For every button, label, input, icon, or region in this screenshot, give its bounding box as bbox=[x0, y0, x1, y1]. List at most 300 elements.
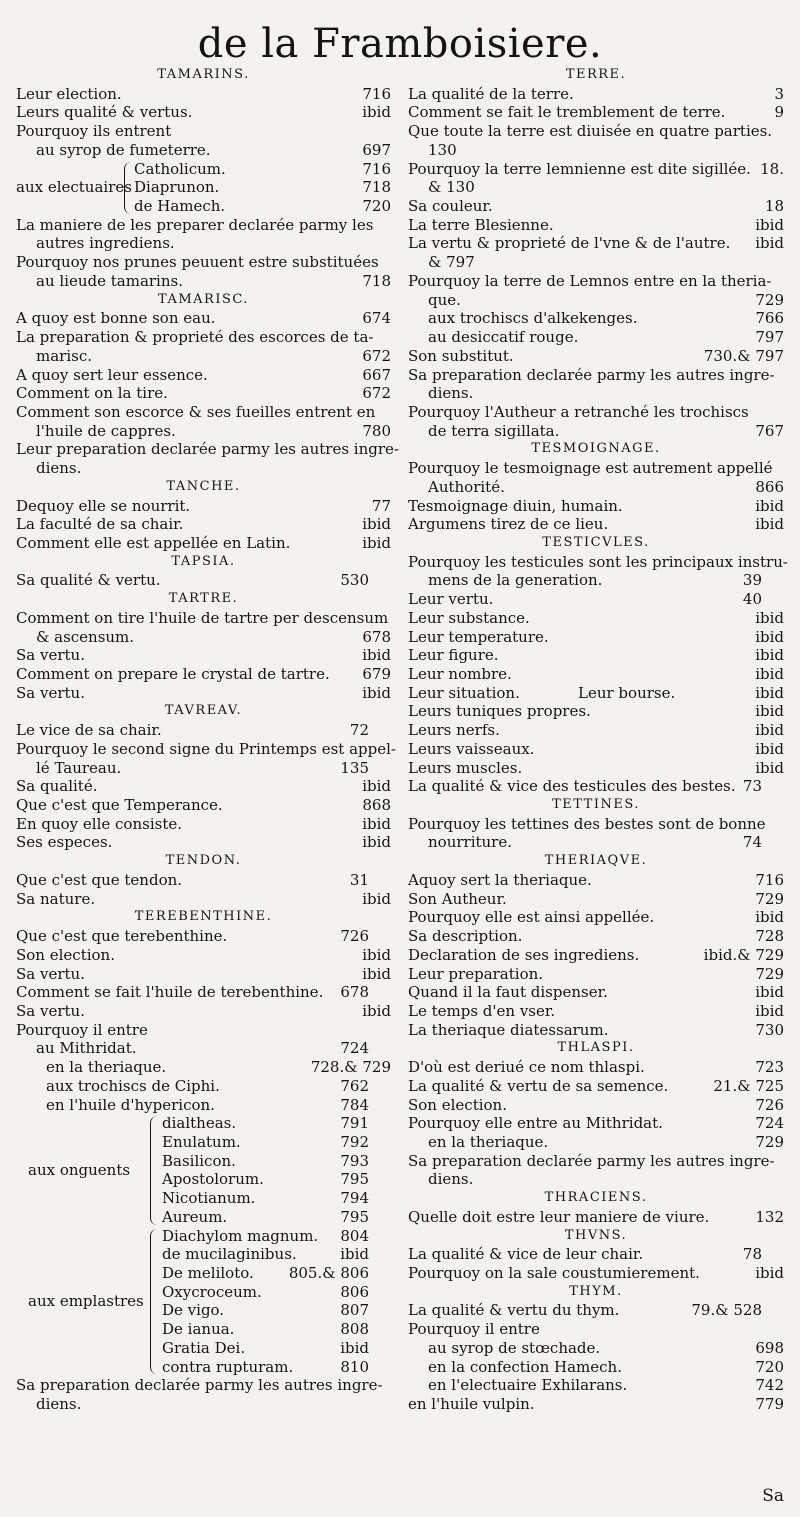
catchword: Sa bbox=[762, 1486, 784, 1506]
page-ref: 718 bbox=[362, 271, 391, 290]
entry-text: Sa vertu. bbox=[16, 964, 85, 983]
index-entry bbox=[408, 946, 784, 965]
index-entry bbox=[408, 965, 784, 984]
index-heading bbox=[408, 66, 784, 85]
heading-text: TAVREAV. bbox=[164, 703, 243, 719]
entry-text: A quoy est bonne son eau. bbox=[16, 309, 216, 328]
index-entry bbox=[16, 1339, 391, 1358]
page-ref: ibid bbox=[362, 646, 391, 665]
entry-text: Leur preparation declarée parmy les autres ingre- bbox=[16, 440, 399, 459]
page-ref: 730 bbox=[755, 1020, 784, 1039]
page-ref: ibid bbox=[755, 627, 784, 646]
index-entry bbox=[408, 234, 784, 253]
entry-text: Catholicum. bbox=[134, 159, 226, 178]
page-ref: ibid bbox=[755, 496, 784, 515]
heading-text: THERIAQVE. bbox=[544, 853, 648, 869]
index-column-left bbox=[16, 66, 399, 1414]
page-ref: 698 bbox=[755, 1338, 784, 1357]
index-entry bbox=[16, 141, 391, 160]
entry-text: mens de la generation. bbox=[428, 571, 603, 590]
page-ref: 767 bbox=[755, 421, 784, 440]
index-heading bbox=[16, 478, 391, 497]
page-ref: 18. bbox=[760, 159, 784, 178]
index-entry bbox=[408, 628, 784, 647]
entry-text: au syrop de fumeterre. bbox=[36, 140, 211, 159]
index-entry bbox=[408, 85, 784, 104]
index-entry bbox=[16, 890, 391, 909]
entry-text: Comment on la tire. bbox=[16, 384, 168, 403]
page-ref: 667 bbox=[362, 365, 391, 384]
page-ref: 3 bbox=[774, 84, 784, 103]
page-ref: 728 bbox=[755, 927, 784, 946]
index-heading bbox=[16, 590, 391, 609]
page-ref: 674 bbox=[362, 309, 391, 328]
entry-text: & 797 bbox=[428, 253, 475, 272]
entry-text: Pourquoy il entre bbox=[408, 1320, 540, 1339]
index-entry bbox=[16, 103, 391, 122]
index-entry bbox=[16, 1021, 391, 1040]
entry-text: l'huile de cappres. bbox=[36, 421, 176, 440]
index-entry bbox=[408, 571, 784, 590]
entry-text: Que toute la terre est diuisée en quatre parties. bbox=[408, 122, 773, 141]
page-ref: ibid bbox=[362, 814, 391, 833]
entry-text: de terra sigillata. bbox=[428, 421, 560, 440]
entry-subtext: Leur bourse. bbox=[578, 683, 676, 702]
page-ref: 730.& 797 bbox=[703, 346, 784, 365]
index-entry bbox=[408, 141, 784, 160]
page-ref: ibid bbox=[755, 234, 784, 253]
index-entry bbox=[408, 1058, 784, 1077]
page-ref: 726 bbox=[340, 927, 369, 946]
page-ref: 794 bbox=[340, 1189, 369, 1208]
entry-text: Sa preparation declarée parmy les autres ingre- bbox=[408, 1151, 775, 1170]
entry-text: La qualité & vice de leur chair. bbox=[408, 1245, 644, 1264]
page-ref: 766 bbox=[755, 309, 784, 328]
index-entry bbox=[16, 927, 391, 946]
entry-text: Dequoy elle se nourrit. bbox=[16, 496, 191, 515]
index-entry bbox=[16, 609, 391, 628]
index-entry bbox=[16, 422, 391, 441]
index-entry bbox=[408, 721, 784, 740]
entry-text: Sa vertu. bbox=[16, 683, 85, 702]
page-ref: 724 bbox=[755, 1114, 784, 1133]
index-entry bbox=[16, 403, 391, 422]
entry-text: Leur nombre. bbox=[408, 665, 512, 683]
index-entry bbox=[16, 497, 391, 516]
entry-text: A quoy sert leur essence. bbox=[16, 365, 208, 384]
page-ref: ibid bbox=[755, 1001, 784, 1020]
index-entry bbox=[408, 684, 784, 703]
entry-text: De ianua. bbox=[162, 1320, 235, 1339]
entry-text: Le vice de sa chair. bbox=[16, 721, 162, 740]
curly-brace bbox=[150, 1116, 157, 1224]
page-ref: 716 bbox=[755, 870, 784, 889]
entry-text: De meliloto. bbox=[162, 1264, 254, 1282]
page-ref: 679 bbox=[362, 665, 391, 683]
page-ref: 720 bbox=[362, 197, 391, 216]
entry-text: Pourquoy les testicules sont les principaux instru- bbox=[408, 552, 788, 571]
entry-text: aux trochiscs de Ciphi. bbox=[46, 1076, 220, 1095]
entry-text: Pourquoy il entre bbox=[16, 1020, 148, 1039]
index-entry bbox=[408, 983, 784, 1002]
index-entry bbox=[408, 422, 784, 441]
index-entry bbox=[16, 234, 391, 253]
index-entry bbox=[16, 684, 391, 703]
entry-text: Quelle doit estre leur maniere de viure. bbox=[408, 1207, 710, 1226]
index-heading bbox=[408, 534, 784, 553]
index-entry bbox=[408, 216, 784, 235]
entry-text: La preparation & proprieté des escorces de ta- bbox=[16, 328, 374, 347]
index-entry bbox=[16, 815, 391, 834]
entry-text: Gratia Dei. bbox=[162, 1338, 246, 1357]
index-entry bbox=[16, 1208, 391, 1227]
page-ref: ibid bbox=[362, 533, 391, 552]
index-entry bbox=[16, 1227, 391, 1246]
entry-text: Quand il la faut dispenser. bbox=[408, 983, 608, 1002]
page-ref: ibid bbox=[755, 739, 784, 758]
index-entry bbox=[408, 1376, 784, 1395]
index-entry bbox=[16, 628, 391, 647]
index-entry bbox=[16, 1114, 391, 1133]
entry-text: Pourquoy le tesmoignage est autrement appellé bbox=[408, 459, 773, 478]
heading-text: TERRE. bbox=[565, 67, 627, 82]
index-entry bbox=[408, 908, 784, 927]
page-ref: 723 bbox=[755, 1058, 784, 1077]
heading-text: THLASPI. bbox=[557, 1040, 635, 1056]
entry-text: Sa vertu. bbox=[16, 1001, 85, 1020]
entry-text: Leur substance. bbox=[408, 608, 530, 627]
index-heading bbox=[408, 1283, 784, 1302]
page-ref: ibid bbox=[362, 777, 391, 796]
entry-text: Declaration de ses ingrediens. bbox=[408, 945, 640, 964]
entry-text: Nicotianum. bbox=[162, 1189, 256, 1208]
index-entry bbox=[16, 1189, 391, 1208]
page-ref: 39 bbox=[742, 571, 762, 590]
page-ref: ibid bbox=[755, 983, 784, 1002]
index-entry bbox=[408, 609, 784, 628]
index-entry bbox=[16, 1245, 391, 1264]
index-entry bbox=[408, 759, 784, 778]
page-ref: 73 bbox=[742, 777, 762, 796]
index-entry bbox=[408, 871, 784, 890]
index-entry bbox=[16, 1077, 391, 1096]
page-ref: ibid bbox=[362, 1001, 391, 1020]
page-ref: 810 bbox=[340, 1357, 369, 1376]
index-entry bbox=[16, 721, 391, 740]
curly-brace bbox=[150, 1229, 157, 1375]
page-ref: 724 bbox=[340, 1039, 369, 1058]
page-ref: 79.& 528 bbox=[691, 1301, 762, 1320]
heading-text: TANCHE. bbox=[166, 478, 241, 494]
index-entry bbox=[408, 478, 784, 497]
entry-text: Comment se fait l'huile de terebenthine. bbox=[16, 983, 324, 1002]
index-entry bbox=[408, 833, 784, 852]
page-ref: ibid.& 729 bbox=[703, 945, 784, 964]
index-heading bbox=[16, 852, 391, 871]
index-entry bbox=[16, 1376, 391, 1395]
index-entry bbox=[408, 1002, 784, 1021]
index-entry bbox=[16, 759, 391, 778]
entry-text: Que c'est que Temperance. bbox=[16, 796, 223, 815]
index-entry bbox=[16, 122, 391, 141]
index-entry bbox=[408, 740, 784, 759]
index-entry bbox=[408, 890, 784, 909]
heading-text: THYM. bbox=[569, 1283, 623, 1299]
index-entry bbox=[408, 1395, 784, 1414]
index-entry bbox=[408, 1096, 784, 1115]
entry-text: Tesmoignage diuin, humain. bbox=[408, 496, 623, 515]
entry-text: Son election. bbox=[16, 945, 115, 964]
entry-text: dialtheas. bbox=[162, 1114, 237, 1133]
index-entry bbox=[16, 216, 391, 235]
entry-text: diens. bbox=[428, 384, 474, 403]
page-ref: 795 bbox=[340, 1170, 369, 1189]
entry-text: La vertu & proprieté de l'vne & de l'autre. bbox=[408, 234, 731, 253]
index-entry bbox=[408, 1133, 784, 1152]
page-ref: 729 bbox=[755, 889, 784, 908]
page-ref: 791 bbox=[340, 1114, 369, 1133]
index-entry bbox=[408, 1358, 784, 1377]
index-column-right bbox=[408, 66, 788, 1414]
page-ref: 132 bbox=[755, 1207, 784, 1226]
entry-text: Apostolorum. bbox=[162, 1170, 264, 1189]
entry-text: de Hamech. bbox=[134, 197, 226, 216]
page-ref: 31 bbox=[349, 870, 369, 889]
index-heading bbox=[408, 440, 784, 459]
index-entry bbox=[16, 1096, 391, 1115]
entry-text: Pourquoy la terre lemnienne est dite sigillée. bbox=[408, 159, 751, 178]
entry-text: autres ingrediens. bbox=[36, 234, 175, 253]
index-entry bbox=[16, 796, 391, 815]
brace-group-label: aux electuaires bbox=[16, 178, 132, 197]
entry-text: que. bbox=[428, 290, 461, 309]
entry-text: Le temps d'en vser. bbox=[408, 1001, 556, 1020]
entry-text: Sa preparation declarée parmy les autres ingre- bbox=[408, 365, 775, 384]
entry-text: Pourquoy le second signe du Printemps est appel- bbox=[16, 739, 396, 758]
page-ref: 793 bbox=[340, 1151, 369, 1170]
entry-text: Diachylom magnum. bbox=[162, 1226, 319, 1245]
entry-text: D'où est deriué ce nom thlaspi. bbox=[408, 1058, 645, 1077]
index-entry bbox=[16, 366, 391, 385]
page-ref: ibid bbox=[362, 964, 391, 983]
entry-text: Pourquoy elle est ainsi appellée. bbox=[408, 908, 655, 927]
brace-group-label: aux onguents bbox=[28, 1161, 131, 1180]
page-ref: 672 bbox=[362, 346, 391, 365]
page-ref: 866 bbox=[755, 477, 784, 496]
entry-text: en la theriaque. bbox=[46, 1058, 167, 1077]
index-entry bbox=[16, 965, 391, 984]
index-entry bbox=[16, 272, 391, 291]
heading-text: TAMARISC. bbox=[158, 291, 249, 307]
index-entry bbox=[408, 515, 784, 534]
index-heading bbox=[16, 553, 391, 572]
page-ref: 716 bbox=[362, 159, 391, 178]
page-ref: 726 bbox=[755, 1095, 784, 1114]
index-entry bbox=[408, 1021, 784, 1040]
page-ref: ibid bbox=[362, 889, 391, 908]
index-entry bbox=[408, 1264, 784, 1283]
entry-text: Leur figure. bbox=[408, 646, 499, 665]
page-ref: 780 bbox=[362, 421, 391, 440]
page-ref: ibid bbox=[755, 683, 784, 702]
index-entry bbox=[408, 197, 784, 216]
heading-text: TARTRE. bbox=[168, 591, 239, 607]
page-ref: ibid bbox=[362, 515, 391, 534]
index-entry bbox=[16, 1358, 391, 1377]
page-ref: 729 bbox=[755, 290, 784, 309]
index-entry bbox=[408, 122, 784, 141]
curly-brace bbox=[124, 162, 131, 214]
page-title: de la Framboisiere. bbox=[197, 21, 603, 67]
entry-text: diens. bbox=[36, 459, 82, 478]
page-ref: 678 bbox=[362, 627, 391, 646]
entry-text: Leur vertu. bbox=[408, 590, 494, 609]
index-heading bbox=[16, 908, 391, 927]
heading-text: TESTICVLES. bbox=[542, 534, 650, 550]
entry-text: La qualité & vertu du thym. bbox=[408, 1301, 620, 1320]
entry-text: Enulatum. bbox=[162, 1132, 241, 1151]
page-ref: 72 bbox=[349, 721, 369, 740]
entry-text: Comment son escorce & ses fueilles entrent en bbox=[16, 402, 376, 421]
page-ref: ibid bbox=[755, 515, 784, 534]
index-entry bbox=[16, 833, 391, 852]
page-ref: 678 bbox=[340, 983, 369, 1002]
index-entry bbox=[408, 1170, 784, 1189]
index-entry bbox=[16, 309, 391, 328]
index-entry bbox=[16, 1058, 391, 1077]
entry-text: contra rupturam. bbox=[162, 1357, 294, 1376]
entry-text: En quoy elle consiste. bbox=[16, 814, 182, 833]
entry-text: Comment elle est appellée en Latin. bbox=[16, 533, 291, 552]
page-ref: 807 bbox=[340, 1301, 369, 1320]
entry-text: La theriaque diatessarum. bbox=[408, 1020, 609, 1039]
index-entry bbox=[16, 777, 391, 796]
page-ref: 78 bbox=[742, 1245, 762, 1264]
entry-text: Sa qualité. bbox=[16, 777, 98, 796]
entry-text: La maniere de les preparer declarée parmy les bbox=[16, 215, 374, 234]
index-entry bbox=[408, 702, 784, 721]
index-entry bbox=[408, 590, 784, 609]
entry-text: & ascensum. bbox=[36, 627, 135, 646]
index-entry bbox=[16, 1395, 391, 1414]
entry-text: Authorité. bbox=[428, 477, 505, 496]
index-entry bbox=[16, 1133, 391, 1152]
page-ref: 720 bbox=[755, 1357, 784, 1376]
index-entry bbox=[16, 328, 391, 347]
index-heading bbox=[408, 1039, 784, 1058]
index-entry bbox=[408, 777, 784, 796]
index-entry bbox=[408, 1320, 784, 1339]
page-ref: 697 bbox=[362, 140, 391, 159]
page-ref: ibid bbox=[340, 1338, 369, 1357]
index-entry bbox=[16, 459, 391, 478]
page-ref: 40 bbox=[742, 590, 762, 609]
heading-text: TETTINES. bbox=[552, 797, 640, 813]
index-entry bbox=[408, 497, 784, 516]
entry-text: Leurs vaisseaux. bbox=[408, 739, 535, 758]
entry-text: Pourquoy l'Autheur a retranché les trochiscs bbox=[408, 402, 749, 421]
entry-text: en l'huile d'hypericon. bbox=[46, 1095, 215, 1114]
entry-text: Que c'est que terebenthine. bbox=[16, 927, 228, 946]
page-ref: ibid bbox=[755, 702, 784, 721]
heading-text: TENDON. bbox=[165, 853, 242, 869]
entry-text: Leur election. bbox=[16, 84, 122, 103]
page-ref: 806 bbox=[340, 1282, 369, 1301]
index-entry bbox=[16, 646, 391, 665]
page-ref: 804 bbox=[340, 1226, 369, 1245]
page-ref: 868 bbox=[362, 796, 391, 815]
entry-text: Comment on tire l'huile de tartre per descensum bbox=[16, 608, 389, 627]
index-entry bbox=[16, 665, 391, 684]
index-entry bbox=[408, 459, 784, 478]
index-entry bbox=[16, 983, 391, 1002]
index-heading bbox=[408, 852, 784, 871]
entry-text: 130 bbox=[428, 140, 457, 159]
entry-text: Sa preparation declarée parmy les autres ingre- bbox=[16, 1376, 383, 1395]
entry-text: Basilicon. bbox=[162, 1151, 236, 1170]
entry-text: Leurs nerfs. bbox=[408, 721, 500, 740]
index-entry bbox=[16, 534, 391, 553]
page-ref: 729 bbox=[755, 964, 784, 983]
page-ref: 729 bbox=[755, 1132, 784, 1151]
page-ref: ibid bbox=[755, 608, 784, 627]
index-entry bbox=[408, 1208, 784, 1227]
page-ref: 77 bbox=[371, 496, 391, 515]
entry-text: en l'electuaire Exhilarans. bbox=[428, 1376, 628, 1395]
entry-text: au desiccatif rouge. bbox=[428, 328, 579, 347]
page-ref: 742 bbox=[755, 1376, 784, 1395]
page-ref: ibid bbox=[340, 1245, 369, 1264]
index-entry bbox=[408, 291, 784, 310]
entry-text: De vigo. bbox=[162, 1301, 225, 1320]
page-ref: 21.& 725 bbox=[713, 1076, 784, 1095]
page-ref: 135 bbox=[340, 758, 369, 777]
entry-text: Leur preparation. bbox=[408, 964, 544, 983]
entry-text: Comment se fait le tremblement de terre. bbox=[408, 103, 726, 122]
index-entry bbox=[408, 1114, 784, 1133]
entry-text: & 130 bbox=[428, 178, 475, 197]
index-entry bbox=[408, 328, 784, 347]
index-entry bbox=[16, 739, 396, 759]
entry-text: Son Autheur. bbox=[408, 889, 507, 908]
index-entry bbox=[408, 1245, 784, 1264]
entry-text: lé Taureau. bbox=[36, 758, 122, 777]
page-ref: 808 bbox=[340, 1320, 369, 1339]
index-entry bbox=[16, 871, 391, 890]
index-entry bbox=[408, 1152, 784, 1171]
heading-text: THVNS. bbox=[564, 1227, 628, 1243]
index-heading bbox=[16, 702, 391, 721]
entry-text: Sa couleur. bbox=[408, 197, 493, 216]
index-entry bbox=[408, 160, 784, 179]
page-ref: ibid bbox=[362, 833, 391, 852]
index-heading bbox=[408, 796, 784, 815]
entry-text: nourriture. bbox=[428, 833, 512, 852]
entry-text: La qualité & vice des testicules des bestes. bbox=[408, 777, 736, 796]
index-entry bbox=[408, 272, 784, 291]
entry-text: en l'huile vulpin. bbox=[408, 1395, 535, 1414]
brace-group-label: aux emplastres bbox=[28, 1292, 144, 1311]
page-ref: 779 bbox=[755, 1395, 784, 1414]
page-ref: 728.& 729 bbox=[310, 1058, 391, 1077]
page-ref: 795 bbox=[340, 1207, 369, 1226]
page-ref: 74 bbox=[742, 833, 762, 852]
index-entry bbox=[408, 253, 784, 272]
entry-text: Leurs tuniques propres. bbox=[408, 702, 591, 721]
index-entry bbox=[16, 1039, 391, 1058]
index-entry bbox=[408, 646, 784, 665]
index-entry bbox=[408, 1301, 784, 1320]
